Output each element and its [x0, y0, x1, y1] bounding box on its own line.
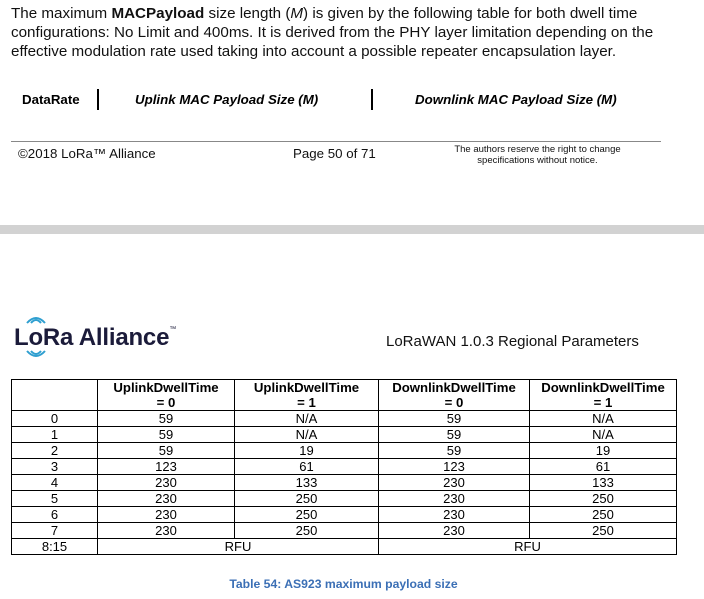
- table-cell: 250: [530, 491, 677, 507]
- table-row: [12, 507, 677, 523]
- table-row: [12, 523, 677, 539]
- column-header: [530, 380, 677, 411]
- table-cell: N/A: [235, 427, 379, 443]
- column-header: [235, 380, 379, 411]
- logo-trademark: ™: [169, 326, 177, 333]
- footer-page-number: Page 50 of 71: [293, 146, 376, 161]
- table-row: [12, 443, 677, 459]
- table-cell: 230: [379, 475, 530, 491]
- footer-copyright: ©2018 LoRa™ Alliance: [18, 146, 156, 161]
- column-header-line: = 1: [297, 395, 316, 410]
- table-cell: 230: [379, 523, 530, 539]
- table-cell: 59: [379, 443, 530, 459]
- as923-payload-table: [11, 379, 677, 555]
- datarate-cell: 0: [12, 411, 98, 427]
- table-cell: N/A: [530, 427, 677, 443]
- table-cell: 230: [98, 507, 235, 523]
- column-header-line: DownlinkDwellTime: [392, 380, 516, 395]
- document-title: LoRaWAN 1.0.3 Regional Parameters: [386, 333, 639, 350]
- disclaimer-line: specifications without notice.: [477, 155, 598, 166]
- page-separator: [0, 225, 704, 234]
- column-header-line: = 1: [593, 395, 613, 410]
- table-cell: N/A: [235, 411, 379, 427]
- column-header-line: UplinkDwellTime: [113, 380, 219, 395]
- table-cell: 123: [379, 459, 530, 475]
- table-row: [12, 427, 677, 443]
- table-cell: 230: [98, 475, 235, 491]
- table-cell: 59: [98, 411, 235, 427]
- column-header-line: = 0: [156, 395, 176, 410]
- table-cell: 250: [235, 523, 379, 539]
- table-cell: 250: [530, 523, 677, 539]
- table-row: [12, 411, 677, 427]
- footer-disclaimer: [430, 144, 645, 166]
- table-row-rfu: [12, 539, 677, 555]
- table-cell: 230: [98, 523, 235, 539]
- header-datarate: DataRate: [22, 92, 80, 107]
- table-cell: 59: [98, 427, 235, 443]
- table-cell: 59: [379, 427, 530, 443]
- downlink-rfu-cell: RFU: [379, 539, 677, 555]
- table-cell: 230: [98, 491, 235, 507]
- table-cell: 133: [235, 475, 379, 491]
- intro-macpayload-term: MACPayload: [111, 5, 205, 22]
- column-header: [12, 380, 98, 411]
- table-row: [12, 475, 677, 491]
- intro-text: The maximum: [11, 5, 112, 22]
- column-divider: [97, 89, 99, 110]
- table-header-row: [12, 380, 677, 411]
- header-downlink-size: Downlink MAC Payload Size (M): [415, 92, 617, 107]
- uplink-rfu-cell: RFU: [98, 539, 379, 555]
- table-cell: 19: [530, 443, 677, 459]
- header-uplink-size: Uplink MAC Payload Size (M): [135, 92, 319, 107]
- logo-wordmark: LoRa Alliance: [14, 324, 170, 351]
- column-header-line: = 0: [444, 395, 464, 410]
- datarate-cell: 5: [12, 491, 98, 507]
- datarate-cell: 3: [12, 459, 98, 475]
- table-cell: 250: [235, 491, 379, 507]
- logo-signal-arcs-icon: [25, 312, 47, 324]
- table-row: [12, 459, 677, 475]
- table-row: [12, 491, 677, 507]
- table-cell: 133: [530, 475, 677, 491]
- footer-rule: [11, 141, 661, 142]
- intro-text: ) is given by the following table for both dwell time configurations: No Limit and 400ms. It is derived from the PHY layer limitation depending on the effective modulation rate used taking into account a possible repeater encapsulation layer.: [11, 5, 654, 60]
- table-cell: 59: [379, 411, 530, 427]
- table-cell: 250: [530, 507, 677, 523]
- table-cell: 19: [235, 443, 379, 459]
- table-cell: N/A: [530, 411, 677, 427]
- page50-table-header: [0, 89, 704, 111]
- table-cell: 230: [379, 491, 530, 507]
- table-cell: 250: [235, 507, 379, 523]
- datarate-cell: 8:15: [12, 539, 98, 555]
- table-cell: 59: [98, 443, 235, 459]
- column-header: [98, 380, 235, 411]
- table-cell: 61: [530, 459, 677, 475]
- datarate-cell: 7: [12, 523, 98, 539]
- disclaimer-line: The authors reserve the right to change: [454, 144, 621, 155]
- datarate-cell: 2: [12, 443, 98, 459]
- table-caption: Table 54: AS923 maximum payload size: [229, 577, 458, 591]
- logo-text: [14, 324, 176, 352]
- table-cell: 230: [379, 507, 530, 523]
- intro-paragraph: [11, 4, 691, 61]
- column-header-line: DownlinkDwellTime: [541, 380, 665, 395]
- column-header-line: UplinkDwellTime: [253, 380, 360, 395]
- intro-text: size length (: [204, 5, 291, 22]
- column-header: [379, 380, 530, 411]
- logo-signal-arcs-icon: [25, 350, 47, 362]
- datarate-cell: 6: [12, 507, 98, 523]
- datarate-cell: 4: [12, 475, 98, 491]
- intro-m-symbol: M: [290, 5, 304, 22]
- datarate-cell: 1: [12, 427, 98, 443]
- table-cell: 61: [235, 459, 379, 475]
- column-divider: [371, 89, 373, 110]
- table-cell: 123: [98, 459, 235, 475]
